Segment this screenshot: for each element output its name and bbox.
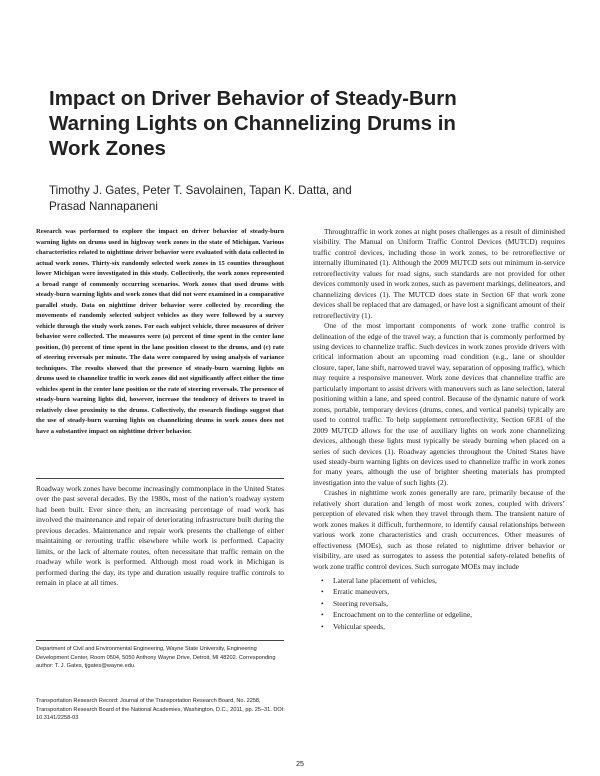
paragraph-channelization: One of the most important components of work zone traffic control is delineation of the edge of the travel way, a function that is commonly performed by using devices to channelize traffic. Such devices in work zones provide drivers with critical information about an upcoming road condition (e.g., lane or shoulder closure, taper, lane shift, narrowed travel way, separation of opposing traffic), which may require a responsive maneuver. Work zone devices that channelize traffic are particularly important to assist drivers with maneuvers such as lane selection, lateral positioning within a lane, and speed control. Because of the dynamic nature of work zones, portable, temporary devices (drums, cones, and vertical panels) typically are used to control traffic. To help supplement retroreflectivity, Section 6F.81 of the 2009 MUTCD allows for the use of auxiliary lights on work zone channelizing devices, although these lights must typically be steady burning when placed on a series of such devices (1). Roadway agencies throughout the United States have used steady-burn warning lights on devices used to channelize traffic in work zones for many years, although the use of brighter sheeting materials has prompted investigation into the value of such lights (2).	[313, 321, 565, 487]
right-column	[313, 227, 565, 632]
moe-list	[313, 575, 565, 632]
author-list: Timothy J. Gates, Peter T. Savolainen, Tapan K. Datta, and Prasad Nannapaneni	[49, 184, 352, 213]
list-item: • Vehicular speeds,	[321, 621, 386, 631]
paragraph-visibility: Throughtraffic in work zones at night poses challenges as a result of diminished visibility. The Manual on Uniform Traffic Control Devices (MUTCD) requires traffic control devices, including those in work zones, to be retroreflective or internally illuminated (1). Although the 2009 MUTCD sets out minimum in-service retroreflectivity values for road signs, such standards are not provided for other devices commonly used in work zones, such as pavement markings, delineators, and channelizing devices (1). The MUTCD does state in Section 6F that work zone devices shall be replaced that are damaged, or have lost a significant amount of their retroreflectivity (1).	[313, 227, 565, 320]
list-item: • Lateral lane placement of vehicles,	[321, 575, 437, 585]
list-item: • Erratic maneuvers,	[321, 587, 390, 597]
introduction-paragraph: Roadway work zones have become increasingly commonplace in the United States over the past several decades. By the 1980s, most of the nation’s roadway system had been built. Ever since then, an increasing percentage of road work has involved the maintenance and repair of deteriorating infrastructure built during the previous decades. Maintenance and repair work presents the challenge of either maintaining or rerouting traffic elsewhere while work is performed. Capacity limits, or the lack of alternate routes, often necessitate that traffic remain on the roadway while work is performed. Although most road work in Michigan is performed during the day, its type and duration usually require traffic controls to remain in place at all times.	[36, 484, 284, 588]
author-affiliation: Department of Civil and Environmental Engineering, Wayne State University, Engineering Development Center, Room 0504, 5050 Anthony Wayne Drive, Detroit, MI 48202. Corresponding author: T. J. Gates, tjgates@wayne.edu.	[36, 646, 276, 670]
page-number: 25	[296, 761, 304, 768]
abstract-divider	[36, 478, 284, 479]
bullet-icon: •	[321, 587, 324, 597]
bullet-icon: •	[321, 610, 324, 620]
paragraph-crashes: Crashes in nighttime work zones generally are rare, primarily because of the relatively short duration and length of most work zones, coupled with drivers’ perception of elevated risk when they travel through them. The transient nature of work zones makes it difficult, furthermore, to identify causal relationships between various work zone characteristics and crash occurrences. Other measures of effectiveness (MOEs), such as those related to nighttime driver behavior or visibility, are used as surrogates to assess the potential safety-related benefits of work zone traffic control devices. Such surrogate MOEs may include	[313, 488, 565, 571]
list-item: • Encroachment on to the centerline or edgeline,	[321, 610, 472, 620]
abstract: Research was performed to explore the impact on driver behavior of steady-burn warning lights on drums used in highway work zones in the state of Michigan. Various characteristics related to nighttime driver behavior were evaluated with data collected in actual work zones. Thirty-six randomly selected work zones in 15 counties throughout lower Michigan were investigated in this study. Collectively, the work zones represented a broad range of commonly occurring scenarios. Work zones that used drums with steady-burn warning lights and work zones that did not were examined in a comparative parallel study. Data on nighttime driver behavior were collected by recording the movements of randomly selected subject vehicles as they were followed by a survey vehicle through the study work zones. For each subject vehicle, three measures of driver behavior were collected. The measures were (a) percent of time spent in the center lane position, (b) percent of time spent in the lane position closest to the drums, and (c) rate of steering reversals per minute. The data were compared by using analysis of variance techniques. The results showed that the presence of steady-burn warning lights on drums used to channelize traffic in work zones did not significantly affect either the time vehicles spent in the center lane position or the rate of steering reversals. The presence of steady-burn warning lights did, however, increase the tendency of drivers to travel in relatively close proximity to the drums. Collectively, the research findings suggest that the use of steady-burn warning lights on channelizing drums in work zones does not have a substantive impact on nighttime driver behavior.	[36, 228, 284, 435]
journal-citation: Transportation Research Record: Journal of the Transportation Research Board, No. 2258, Transportation Research Board of the National Academies, Washington, D.C., 2011, pp. 25–31. DOI: 10.3141/2258-03	[36, 698, 285, 722]
footnote-divider	[36, 640, 284, 641]
bullet-icon: •	[321, 575, 324, 585]
bullet-icon: •	[321, 598, 324, 608]
bullet-icon: •	[321, 621, 324, 631]
article-title: Impact on Driver Behavior of Steady-Burn Warning Lights on Channelizing Drums in Work Zones	[49, 87, 457, 160]
list-item: • Steering reversals,	[321, 598, 388, 608]
